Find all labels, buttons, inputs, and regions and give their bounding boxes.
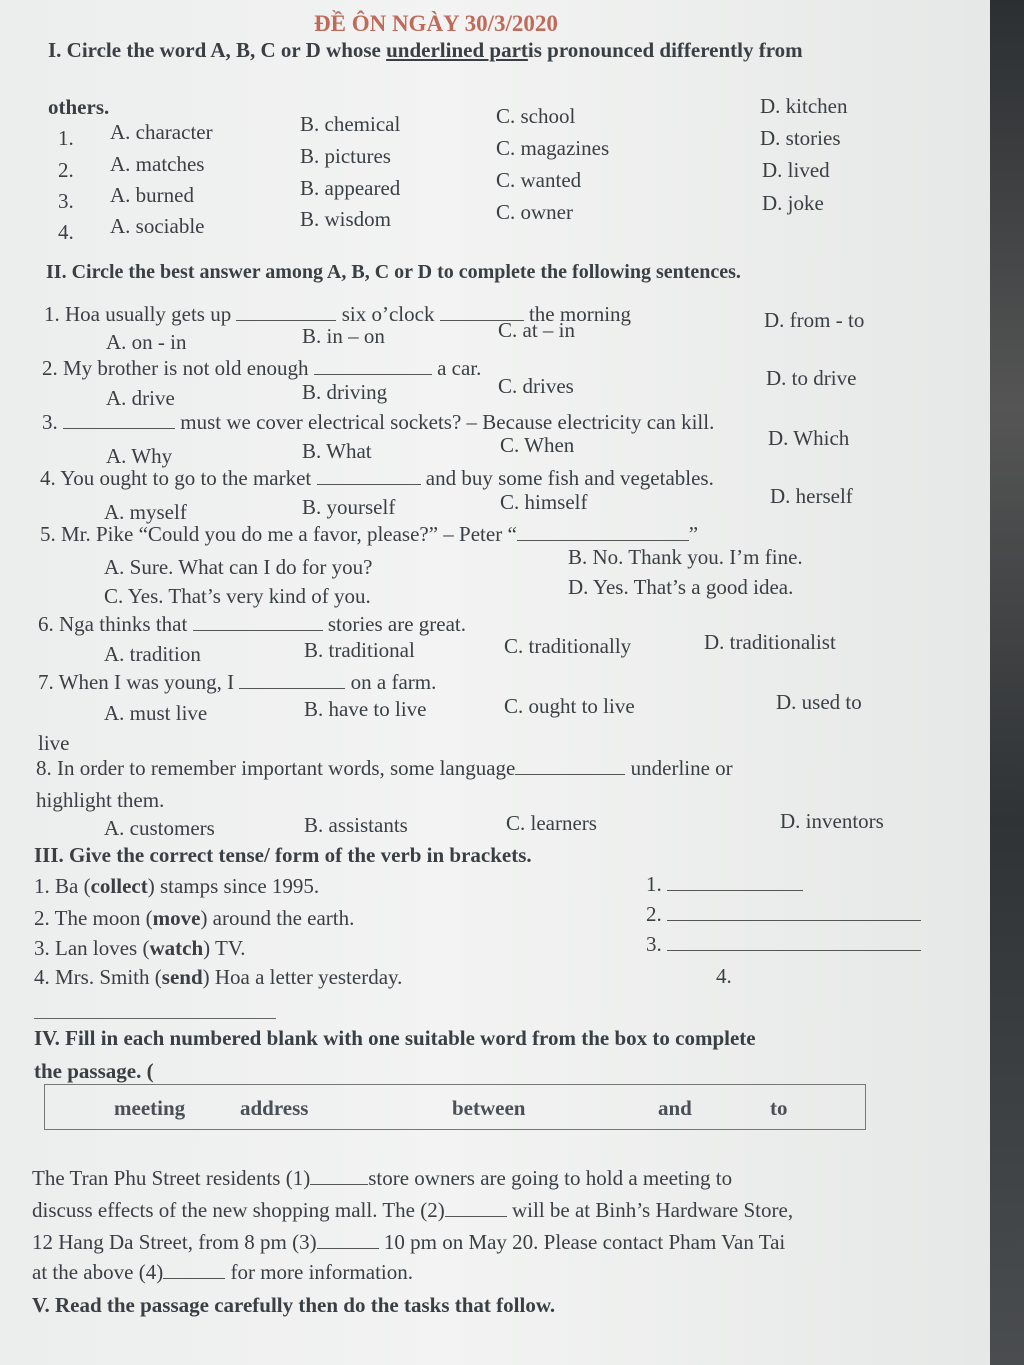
question-number: 2.	[58, 158, 74, 182]
question-4	[40, 468, 714, 489]
question-text: underline or	[630, 756, 733, 780]
answer-blank[interactable]	[193, 629, 323, 631]
question-number: 1.	[58, 126, 74, 150]
answer-blank-2[interactable]	[445, 1215, 507, 1217]
answer-blank[interactable]	[667, 919, 921, 921]
question-7	[38, 672, 436, 693]
heading-text: is pronounced differently from	[527, 38, 803, 62]
question-8-cont: highlight them.	[36, 788, 165, 812]
passage-line-3	[32, 1232, 785, 1253]
section-1-heading	[48, 40, 803, 61]
section-4-heading: IV. Fill in each numbered blank with one suitable word from the box to complete	[34, 1026, 756, 1050]
passage-line-1	[32, 1168, 732, 1189]
passage-text: for more information.	[230, 1260, 413, 1284]
answer-blank[interactable]	[517, 539, 689, 541]
answer-number: 3.	[646, 932, 662, 956]
question-6	[38, 614, 466, 635]
passage-line-2	[32, 1200, 793, 1221]
option-b: B. driving	[302, 380, 388, 404]
option-c: C. magazines	[496, 136, 610, 160]
option-d: D. herself	[770, 484, 853, 508]
answer-blank[interactable]	[239, 687, 345, 689]
passage-text: at the above (4)	[32, 1260, 164, 1284]
option-d: D. inventors	[780, 809, 884, 833]
option-a: A. on - in	[106, 330, 187, 354]
question-text: six o’clock	[341, 302, 435, 326]
option-c: C. learners	[506, 811, 597, 835]
option-a: A. myself	[104, 500, 187, 524]
word-box-item: to	[770, 1096, 788, 1120]
section-4-heading-cont: the passage. (	[34, 1059, 154, 1083]
question-text: the morning	[528, 302, 632, 326]
answer-label-1	[646, 874, 803, 895]
option-c: C. Yes. That’s very kind of you.	[104, 584, 371, 608]
item-text: 1. Ba (	[34, 874, 91, 898]
answer-blank-3[interactable]	[317, 1247, 379, 1249]
option-d: D. stories	[760, 126, 841, 150]
answer-blank[interactable]	[314, 373, 432, 375]
question-8	[36, 758, 733, 779]
option-c: C. owner	[496, 200, 573, 224]
question-text: 1. Hoa usually gets up	[44, 302, 232, 326]
question-5	[40, 524, 698, 545]
verb-item-2	[34, 908, 354, 929]
section-1-heading-cont: others.	[48, 95, 110, 119]
verb-item-1	[34, 876, 319, 897]
section-5-heading: V. Read the passage carefully then do the tasks that follow.	[32, 1293, 556, 1317]
question-text: stories are great.	[327, 612, 467, 636]
option-d: D. traditionalist	[704, 630, 836, 654]
answer-blank-4[interactable]	[163, 1277, 225, 1279]
option-a: A. customers	[104, 816, 215, 840]
item-text: 2. The moon (	[34, 906, 153, 930]
option-d: D. joke	[762, 191, 824, 215]
option-b: B. chemical	[300, 112, 401, 136]
option-b: B. assistants	[304, 813, 408, 837]
item-text: ) TV.	[203, 936, 246, 960]
option-b: B. pictures	[300, 144, 391, 168]
word-box-item: between	[452, 1096, 526, 1120]
option-c: C. ought to live	[504, 694, 635, 718]
question-2	[42, 358, 481, 379]
option-b: B. in – on	[302, 324, 385, 348]
question-text: 5. Mr. Pike “Could you do me a favor, please?” – Peter “	[40, 522, 517, 546]
option-d: D. used to	[776, 690, 862, 714]
question-number: 3.	[58, 189, 74, 213]
verb-text: send	[161, 965, 203, 989]
option-a: A. must live	[104, 701, 208, 725]
item-text: ) stamps since 1995.	[147, 874, 320, 898]
passage-text: will be at Binh’s Hardware Store,	[511, 1198, 794, 1222]
answer-blank[interactable]	[667, 889, 803, 891]
passage-text: 10 pm on May 20. Please contact Pham Van Tai	[383, 1230, 786, 1254]
heading-text: I. Circle the word A, B, C or D whose	[48, 38, 387, 62]
item-text: 4. Mrs. Smith (	[34, 965, 162, 989]
answer-blank[interactable]	[515, 773, 625, 775]
option-a: A. burned	[110, 183, 194, 207]
answer-number: 1.	[646, 872, 662, 896]
option-a: A. sociable	[110, 214, 205, 238]
question-text: 8. In order to remember important words, some language	[36, 756, 516, 780]
item-text: ) around the earth.	[200, 906, 355, 930]
option-d: D. to drive	[766, 366, 857, 390]
option-a: A. Why	[106, 444, 173, 468]
option-c: C. wanted	[496, 168, 582, 192]
option-a: A. character	[110, 120, 213, 144]
page-title: ĐỀ ÔN NGÀY 30/3/2020	[314, 11, 558, 36]
question-text: and buy some fish and vegetables.	[425, 466, 714, 490]
question-text: on a farm.	[350, 670, 437, 694]
passage-line-4	[32, 1262, 413, 1283]
option-a: A. matches	[110, 152, 205, 176]
question-text: 7. When I was young, I	[38, 670, 235, 694]
answer-blank[interactable]	[667, 949, 921, 951]
item-text: ) Hoa a letter yesterday.	[202, 965, 403, 989]
option-c: C. school	[496, 104, 576, 128]
verb-item-3	[34, 938, 246, 959]
answer-label-4: 4.	[716, 964, 732, 988]
question-number: 3.	[42, 410, 58, 434]
question-text: ”	[688, 522, 699, 546]
option-d: D. from - to	[764, 308, 865, 332]
option-c: C. traditionally	[504, 634, 632, 658]
word-box-item: and	[658, 1096, 692, 1120]
background-edge	[990, 0, 1024, 1365]
passage-text: discuss effects of the new shopping mall. The (2)	[32, 1198, 445, 1222]
option-d-cont: live	[38, 731, 70, 755]
question-text: 4. You ought to go to the market	[40, 466, 312, 490]
option-b: B. What	[302, 439, 372, 463]
option-d: D. kitchen	[760, 94, 848, 118]
option-c: C. When	[500, 433, 575, 457]
passage-text: 12 Hang Da Street, from 8 pm (3)	[32, 1230, 317, 1254]
answer-label-2	[646, 904, 921, 925]
option-b: B. traditional	[304, 638, 415, 662]
section-2-heading: II. Circle the best answer among A, B, C or D to complete the following sentences.	[46, 261, 741, 283]
question-text: must we cover electrical sockets? – Because electricity can kill.	[180, 410, 715, 434]
option-b: B. wisdom	[300, 207, 392, 231]
passage-text: store owners are going to hold a meeting to	[368, 1166, 733, 1190]
answer-label-3	[646, 934, 921, 955]
option-b: B. No. Thank you. I’m fine.	[568, 545, 803, 569]
answer-blank[interactable]	[236, 319, 336, 321]
heading-underlined-text: underlined part	[386, 38, 528, 62]
option-d: D. Which	[768, 426, 850, 450]
option-b: B. yourself	[302, 495, 396, 519]
word-box-item: address	[240, 1096, 309, 1120]
section-3-heading: III. Give the correct tense/ form of the verb in brackets.	[34, 843, 532, 867]
question-text: a car.	[437, 356, 482, 380]
question-text: 2. My brother is not old enough	[42, 356, 309, 380]
option-a: A. drive	[106, 386, 175, 410]
answer-blank-1[interactable]	[310, 1183, 368, 1185]
option-a: A. Sure. What can I do for you?	[104, 555, 373, 579]
option-a: A. tradition	[104, 642, 201, 666]
verb-text: move	[152, 906, 201, 930]
answer-blank[interactable]	[63, 427, 175, 429]
verb-item-4	[34, 967, 402, 988]
verb-text: watch	[149, 936, 204, 960]
verb-text: collect	[90, 874, 148, 898]
item-text: 3. Lan loves (	[34, 936, 150, 960]
passage-text: The Tran Phu Street residents (1)	[32, 1166, 311, 1190]
question-3	[42, 412, 714, 433]
option-c: C. himself	[500, 490, 588, 514]
answer-number: 2.	[646, 902, 662, 926]
option-b: B. appeared	[300, 176, 401, 200]
option-b: B. have to live	[304, 697, 427, 721]
question-number: 4.	[58, 220, 74, 244]
option-d: D. lived	[762, 158, 830, 182]
option-d: D. Yes. That’s a good idea.	[568, 575, 794, 599]
question-text: 6. Nga thinks that	[38, 612, 188, 636]
word-box-item: meeting	[114, 1096, 186, 1120]
answer-blank-4-line[interactable]	[34, 1018, 276, 1019]
answer-blank[interactable]	[317, 483, 421, 485]
option-c: C. drives	[498, 374, 574, 398]
option-c: C. at – in	[498, 318, 575, 342]
